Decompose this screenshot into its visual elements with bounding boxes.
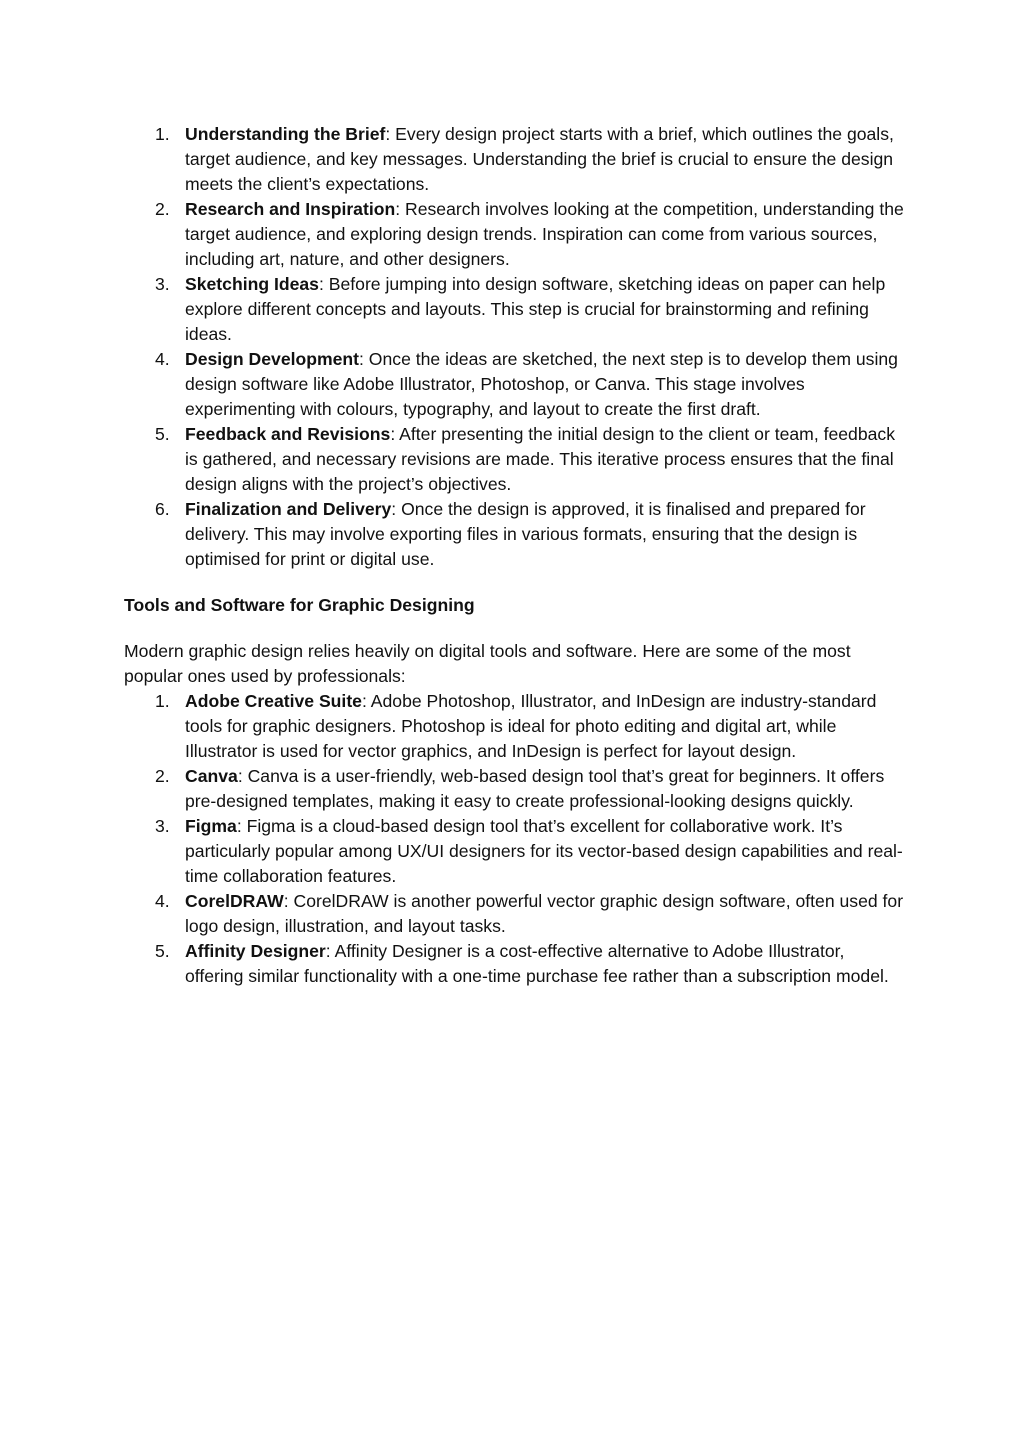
list-item-title: Feedback and Revisions (185, 424, 391, 444)
list-number: 5. (155, 941, 170, 961)
section-intro-paragraph: Modern graphic design relies heavily on digital tools and software. Here are some of the most popular ones used by professionals: (124, 641, 851, 686)
section-heading: Tools and Software for Graphic Designing (124, 595, 475, 615)
list-item-text: : After presenting the initial design to the client or team, feedback is gathered, and necessary revisions are made. This iterative process ensures that the final design aligns with the project’s objectives. (185, 424, 895, 494)
list-item-text: : Adobe Photoshop, Illustrator, and InDesign are industry-standard tools for graphic designers. Photoshop is ideal for photo editing and digital art, while Illustrator is used for vector graphics, and InDesign is perfect for layout design. (185, 691, 877, 761)
list-item-text: : Research involves looking at the competition, understanding the target audience, and exploring design trends. Inspiration can come from various sources, including art, nature, and other designers. (185, 199, 904, 269)
list-item-title: Figma (185, 816, 237, 836)
list-number: 2. (155, 199, 170, 219)
list-item-title: Design Development (185, 349, 360, 369)
list-number: 2. (155, 766, 170, 786)
list-number: 3. (155, 816, 170, 836)
list-number: 3. (155, 274, 170, 294)
list-item (124, 814, 904, 889)
list-item (124, 689, 904, 764)
list-item (124, 764, 904, 814)
design-process-list (124, 122, 904, 572)
list-item-text: : CorelDRAW is another powerful vector graphic design software, often used for logo design, illustration, and layout tasks. (185, 891, 904, 936)
list-item (124, 272, 904, 347)
list-item-title: Affinity Designer (185, 941, 326, 961)
list-item (124, 197, 904, 272)
list-item-text: : Once the design is approved, it is finalised and prepared for delivery. This may involve exporting files in various formats, ensuring that the design is optimised for print or digital use. (185, 499, 866, 569)
list-item (124, 422, 904, 497)
list-item-text: : Figma is a cloud-based design tool that’s excellent for collaborative work. It’s particularly popular among UX/UI designers for its vector-based design capabilities and real-time collaboration features. (185, 816, 903, 886)
tools-list (124, 689, 904, 989)
list-item (124, 122, 904, 197)
list-item-text: : Canva is a user-friendly, web-based design tool that’s great for beginners. It offers pre-designed templates, making it easy to create professional-looking designs quickly. (185, 766, 885, 811)
list-item-title: Finalization and Delivery (185, 499, 392, 519)
list-item-title: CorelDRAW (185, 891, 284, 911)
list-number: 6. (155, 499, 170, 519)
list-item-text: : Affinity Designer is a cost-effective alternative to Adobe Illustrator, offering similar functionality with a one-time purchase fee rather than a subscription model. (185, 941, 889, 986)
list-item-title: Adobe Creative Suite (185, 691, 362, 711)
list-number: 1. (155, 124, 170, 144)
list-number: 5. (155, 424, 170, 444)
list-item-title: Research and Inspiration (185, 199, 396, 219)
list-item (124, 939, 904, 989)
list-item-text: : Before jumping into design software, sketching ideas on paper can help explore different concepts and layouts. This step is crucial for brainstorming and refining ideas. (185, 274, 886, 344)
list-item-text: : Once the ideas are sketched, the next step is to develop them using design software like Adobe Illustrator, Photoshop, or Canva. This stage involves experimenting with colours, typography, and layout to create the first draft. (185, 349, 898, 419)
list-item (124, 347, 904, 422)
document-page (124, 122, 904, 989)
list-item (124, 889, 904, 939)
list-number: 4. (155, 349, 170, 369)
list-item-text: : Every design project starts with a brief, which outlines the goals, target audience, and key messages. Understanding the brief is crucial to ensure the design meets the client’s expectations. (185, 124, 894, 194)
list-item-title: Understanding the Brief (185, 124, 386, 144)
list-item-title: Sketching Ideas (185, 274, 319, 294)
list-item-title: Canva (185, 766, 238, 786)
list-number: 1. (155, 691, 170, 711)
list-number: 4. (155, 891, 170, 911)
list-item (124, 497, 904, 572)
